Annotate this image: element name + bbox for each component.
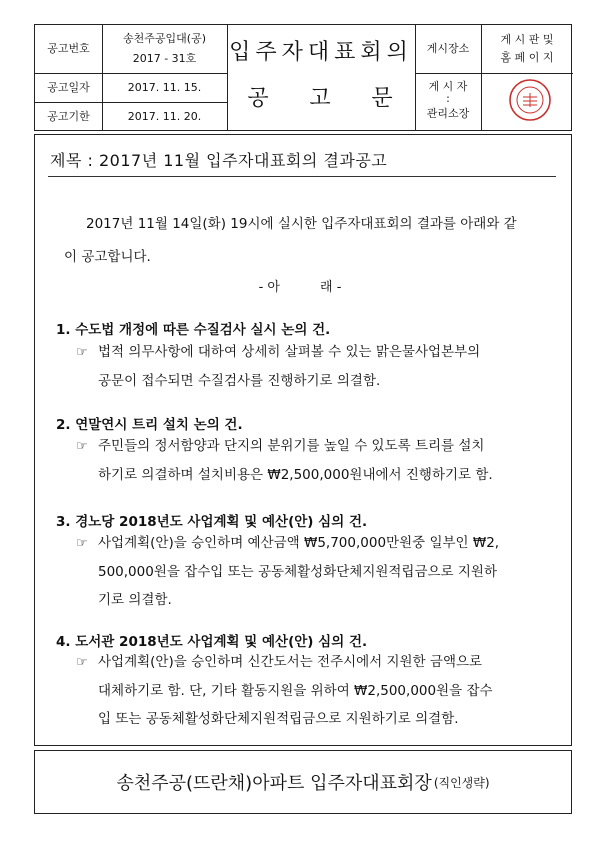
posting-place-label: 게시장소 bbox=[426, 42, 470, 55]
posting-place-value: 게 시 판 및 bbox=[500, 33, 554, 46]
agenda-item-2-line-2: 하기로 의결하며 설치비용은 ₩2,500,000원내에서 진행하기로 함. bbox=[98, 467, 493, 483]
agenda-item-3-line-2: 500,000원을 잡수입 또는 공동체활성화단체지원적립금으로 지원하 bbox=[98, 564, 498, 580]
agenda-item-1-body bbox=[76, 338, 556, 395]
poster-label: 게 시 자 bbox=[428, 80, 468, 93]
notice-date-value: 2017. 11. 15. bbox=[127, 80, 202, 94]
notice-date-label: 공고일자 bbox=[47, 80, 90, 94]
deadline-value: 2017. 11. 20. bbox=[127, 109, 202, 123]
agenda-item-4-heading: 4. 도서관 2018년도 사업계획 및 예산(안) 심의 건. bbox=[56, 634, 368, 650]
pointing-hand-icon: ☞ bbox=[76, 536, 88, 551]
official-seal-stamp bbox=[508, 78, 552, 122]
posting-place-value-sub: 홈 페 이 지 bbox=[500, 51, 554, 64]
agenda-item-3-line-3: 기로 의결함. bbox=[98, 592, 172, 608]
notice-subject: 제목 : 2017년 11월 입주자대표회의 결과공고 bbox=[50, 151, 388, 170]
agenda-item-1-heading: 1. 수도법 개정에 따른 수질검사 실시 논의 건. bbox=[56, 322, 331, 338]
poster-colon: : bbox=[446, 92, 450, 105]
agenda-item-3-heading: 3. 경노당 2018년도 사업계획 및 예산(안) 심의 건. bbox=[56, 514, 368, 530]
agenda-item-4-line-1: 사업계획(안)을 승인하며 신간도서는 전주시에서 지원한 금액으로 bbox=[98, 654, 483, 670]
poster-value: 관리소장 bbox=[426, 107, 470, 120]
intro-line-2: 이 공고합니다. bbox=[64, 249, 151, 265]
pointing-hand-icon: ☞ bbox=[76, 655, 88, 670]
agenda-item-4-line-3: 입 또는 공동체활성화단체지원적립금으로 지원하기로 의결함. bbox=[98, 711, 459, 727]
document-title: 입주자대표회의 bbox=[229, 40, 413, 65]
pointing-hand-icon: ☞ bbox=[76, 345, 88, 360]
notice-no-value: 송천주공입대(공) bbox=[123, 32, 206, 45]
agenda-item-4-line-2: 대체하기로 함. 단, 기타 활동지원을 위하여 ₩2,500,000원을 잡수 bbox=[98, 683, 493, 699]
agenda-item-4-body bbox=[76, 648, 556, 733]
signer-name: 송천주공(뜨란채)아파트 입주자대표회장 bbox=[116, 773, 432, 794]
notice-header-table bbox=[34, 24, 572, 131]
subject-underline bbox=[48, 176, 556, 177]
document-title-char-3: 문 bbox=[371, 86, 393, 111]
notice-no-label: 공고번호 bbox=[47, 42, 90, 55]
below-heading bbox=[0, 276, 600, 295]
agenda-item-2-heading: 2. 연말연시 트리 설치 논의 건. bbox=[56, 417, 243, 433]
below-heading-a: - 아 bbox=[258, 280, 280, 295]
intro-line-1: 2017년 11월 14일(화) 19시에 실시한 입주자대표회의 결과를 아래와 같 bbox=[86, 216, 517, 232]
deadline-label: 공고기한 bbox=[47, 109, 90, 123]
document-title-char-1: 공 bbox=[247, 86, 269, 111]
seal-omitted-note: (직인생략) bbox=[433, 775, 490, 790]
agenda-item-2-line-1: 주민들의 정서함양과 단지의 분위기를 높일 수 있도록 트리를 설치 bbox=[98, 438, 485, 454]
agenda-item-1-line-1: 법적 의무사항에 대하여 상세히 살펴볼 수 있는 맑은물사업본부의 bbox=[98, 344, 481, 360]
notice-no-value-sub: 2017 - 31호 bbox=[132, 52, 197, 65]
agenda-item-3-line-1: 사업계획(안)을 승인하며 예산금액 ₩5,700,000만원중 일부인 ₩2, bbox=[98, 535, 500, 551]
document-title-char-2: 고 bbox=[309, 86, 331, 111]
agenda-item-2-body bbox=[76, 432, 556, 489]
below-heading-b: 래 - bbox=[320, 280, 342, 295]
agenda-item-3-body bbox=[76, 529, 556, 614]
signature-footer bbox=[34, 750, 572, 814]
agenda-item-1-line-2: 공문이 접수되면 수질검사를 진행하기로 의결함. bbox=[98, 373, 381, 389]
pointing-hand-icon: ☞ bbox=[76, 439, 88, 454]
